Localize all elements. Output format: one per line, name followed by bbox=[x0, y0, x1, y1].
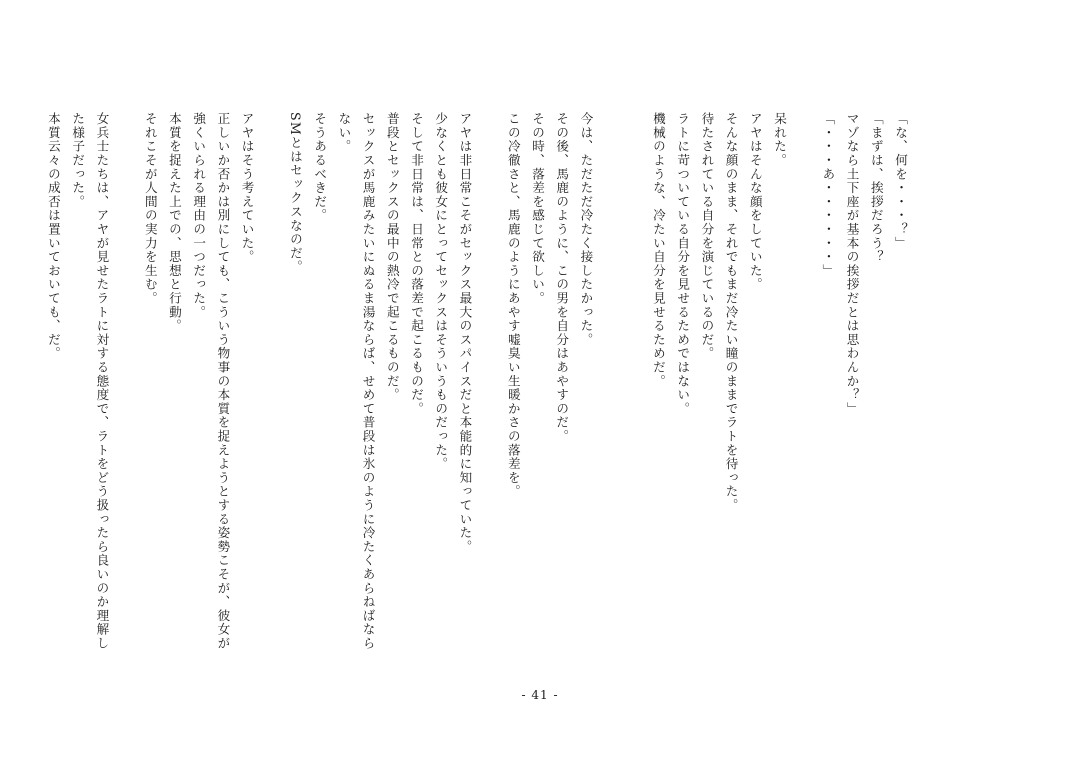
text-line: アヤはそう考えていた。 bbox=[239, 112, 255, 264]
text-line: 本質云々の成否は置いておいても、だ。 bbox=[45, 112, 61, 361]
text-line: マゾなら土下座が基本の挨拶だとは思わんか？」 bbox=[844, 112, 860, 416]
text-line: 「な、何を・・・？」 bbox=[893, 112, 908, 250]
text-line: 呆れた。 bbox=[772, 112, 787, 168]
text-line: ラトに苛ついている自分を見せるためではない。 bbox=[675, 112, 691, 416]
blank-line bbox=[791, 112, 815, 672]
text-line: 正しいか否かは別にしても、こういう物事の本質を捉えようとする姿勢こそが、彼女が bbox=[215, 112, 231, 651]
text-line: た様子だった。 bbox=[70, 112, 86, 209]
text-line: 女兵士たちは、アヤが見せたラトに対する態度で、ラトをどう扱ったら良いのか理解し bbox=[94, 112, 110, 651]
text-line: ない。 bbox=[336, 112, 352, 154]
text-line: 本質を捉えた上での、思想と行動。 bbox=[166, 112, 182, 333]
blank-line bbox=[622, 112, 646, 672]
vertical-text-body bbox=[45, 112, 912, 672]
text-line: そして非日常は、日常との落差で起こるものだ。 bbox=[409, 112, 424, 416]
text-line: それこそが人間の実力を生む。 bbox=[142, 112, 158, 306]
text-line: アヤは非日常こそがセックス最大のスパイスだと本能的に知っていた。 bbox=[457, 112, 473, 554]
text-line: 普段とセックスの最中の熱冷で起こるものだ。 bbox=[384, 112, 400, 402]
blank-line bbox=[597, 112, 621, 672]
text-line: その後、馬鹿のように、この男を自分はあやすのだ。 bbox=[554, 112, 570, 444]
text-line: アヤはそんな顔をしていた。 bbox=[747, 112, 763, 292]
blank-line bbox=[113, 112, 137, 672]
blank-line bbox=[476, 112, 500, 672]
text-line: そんな顔のまま、それでもまだ冷たい瞳のままでラトを待った。 bbox=[723, 112, 739, 513]
blank-line bbox=[259, 112, 283, 672]
text-line: 待たされている自分を演じているのだ。 bbox=[699, 112, 715, 361]
text-line: 少なくとも彼女にとってセックスはそういうものだった。 bbox=[433, 112, 449, 471]
text-line: 「まずは、挨拶だろう？ bbox=[868, 112, 884, 264]
text-line: 今は、ただただ冷たく接したかった。 bbox=[578, 112, 594, 347]
text-line: 強くいられる理由の一つだった。 bbox=[191, 112, 207, 319]
text-line: この冷徹さと、馬鹿のようにあやす嘘臭い生暖かさの落差を。 bbox=[505, 112, 521, 499]
page-number: - 41 - bbox=[521, 688, 559, 702]
text-line: 機械のような、冷たい自分を見せるためだ。 bbox=[650, 112, 666, 388]
text-line: セックスが馬鹿みたいにぬるま湯ならば、せめて普段は氷のように冷たくあらねばなら bbox=[360, 112, 376, 651]
text-line: そうあるべきだ。 bbox=[312, 112, 328, 223]
text-line: SMとはセックスなのだ。 bbox=[287, 112, 303, 274]
text-line: その時、落差を感じて欲しい。 bbox=[530, 112, 545, 306]
text-line: 「・・・あ・・・・・・」 bbox=[820, 112, 836, 278]
